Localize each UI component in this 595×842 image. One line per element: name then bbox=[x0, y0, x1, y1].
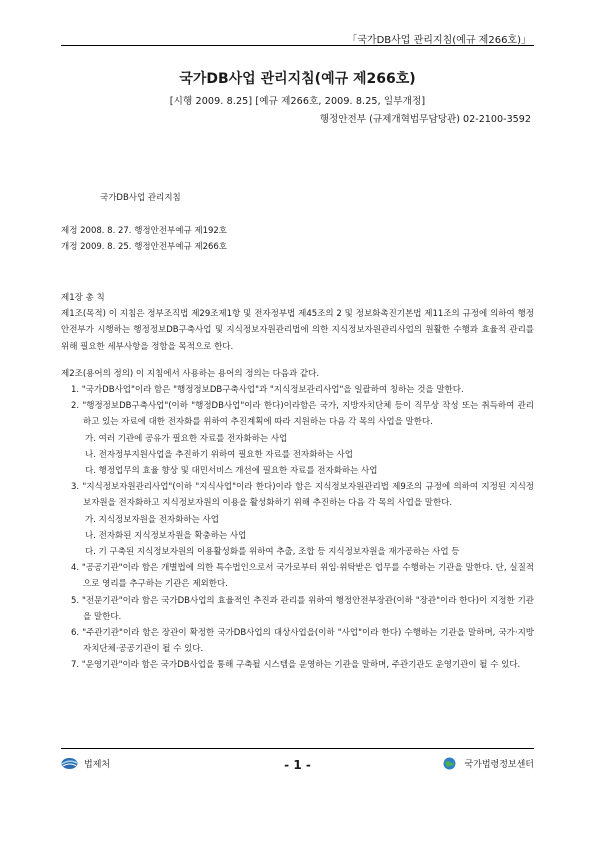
list-item: 7. "운영기관"이라 함은 국가DB사업을 통해 구축될 시스템을 운영하는 기관을 말하며, 주관기관도 운영기관이 될 수 있다. bbox=[71, 660, 521, 671]
running-header: 「국가DB사업 관리지침(예규 제266호)」 bbox=[347, 35, 531, 46]
list-item: 4. "공공기관"이라 함은 개별법에 의한 특수법인으로서 국가로부터 위임·위탁받은 업무를 수행하는 기관을 말한다. 단, 실질적으로 영리를 추구하는 기관은 제외한다. bbox=[71, 563, 534, 590]
footer-source: 국가법령정보센터 bbox=[464, 760, 534, 770]
document-title: 국가DB사업 관리지침(예규 제266호) bbox=[179, 71, 416, 87]
list-item: 3. "지식정보자원관리사업"(이하 "지식사업"이라 한다)이라 함은 지식정보자원관리법 제9조의 규정에 의하여 지정된 지식정보자원을 전자화하고 지식정보자원의 이용을 활성화하기 위해 추진하는 다음 각 목의 사업을 말한다. bbox=[71, 482, 534, 509]
list-item: 1. "국가DB사업"이라 함은 "행정정보DB구축사업"과 "지식정보관리사업"을 일괄하여 칭하는 것을 말한다. bbox=[71, 385, 464, 396]
header-rule bbox=[61, 45, 534, 46]
chapter-heading: 제1장 총 칙 bbox=[61, 293, 105, 303]
sub-item: 나. 전자화된 지식정보자원을 확충하는 사업 bbox=[85, 530, 247, 541]
page-number: - 1 - bbox=[284, 758, 311, 772]
sub-item: 다. 기 구축된 지식정보자원의 이용활성화를 위하여 추출, 조합 등 지식정보자원을 재가공하는 사업 등 bbox=[85, 547, 460, 558]
globe-icon bbox=[441, 757, 458, 770]
footer-right bbox=[441, 757, 534, 770]
document-body bbox=[61, 290, 534, 674]
sub-item: 가. 지식정보자원을 전자화하는 사업 bbox=[85, 514, 219, 525]
article-1: 제1조(목적) 이 지침은 정부조직법 제29조제1항 및 전자정부법 제45조의 2 및 정보화촉진기본법 제11조의 규정에 의하여 행정안전부가 시행하는 행정정보DB구축사업 및 지식정보자원관리법에 의한 지식정보자원관리사업의 원활한 수행과 효율적 관리를 위해 필요한 세부사항을 정함을 목적으로 한다. bbox=[61, 309, 534, 352]
footer-rule bbox=[61, 748, 534, 749]
list-item: 6. "주관기관"이라 함은 장관이 확정한 국가DB사업의 대상사업을(이하 "사업"이라 한다) 수행하는 기관을 말하며, 국가·지방자치단체·공공기관이 될 수 있다. bbox=[71, 628, 534, 655]
list-item: 5. "전문기관"이라 함은 국가DB사업의 효율적인 추진과 관리를 위하여 행정안전부장관(이하 "장관"이라 한다)이 지정한 기관을 말한다. bbox=[71, 595, 534, 622]
footer-agency: 법제처 bbox=[84, 760, 111, 770]
enforcement-info: [시행 2009. 8.25] [예규 제266호, 2009. 8.25, 일부개정] bbox=[169, 96, 426, 107]
history-revision: 개정 2009. 8. 25. 행정안전부예규 제266호 bbox=[61, 242, 228, 252]
sub-item: 나. 전자정부지원사업을 추진하기 위하여 필요한 자료를 전자화하는 사업 bbox=[85, 449, 353, 460]
sub-item: 가. 여러 기관에 공유가 필요한 자료를 전자화하는 사업 bbox=[85, 433, 288, 444]
list-item: 2. "행정정보DB구축사업"(이하 "행정DB사업"이라 한다)이라함은 국가, 지방자치단체 등이 직무상 작성 또는 취득하여 관리하고 있는 자료에 대한 전자화를 위하여 추진계획에 따라 지원하는 다음 각 목의 사업을 말한다. bbox=[71, 401, 534, 428]
history-enactment: 제정 2008. 8. 27. 행정안전부예규 제192호 bbox=[61, 226, 228, 236]
doc-name: 국가DB사업 관리지침 bbox=[100, 193, 181, 203]
ministry-contact: 행정안전부 (규제개혁법무담당관) 02-2100-3592 bbox=[319, 114, 531, 125]
sub-item: 다. 행정업무의 효율 향상 및 대민서비스 개선에 필요한 자료를 전자화하는 사업 bbox=[85, 466, 378, 477]
article-2: 제2조(용어의 정의) 이 지침에서 사용하는 용어의 정의는 다음과 같다. bbox=[61, 368, 320, 379]
footer bbox=[61, 757, 534, 777]
